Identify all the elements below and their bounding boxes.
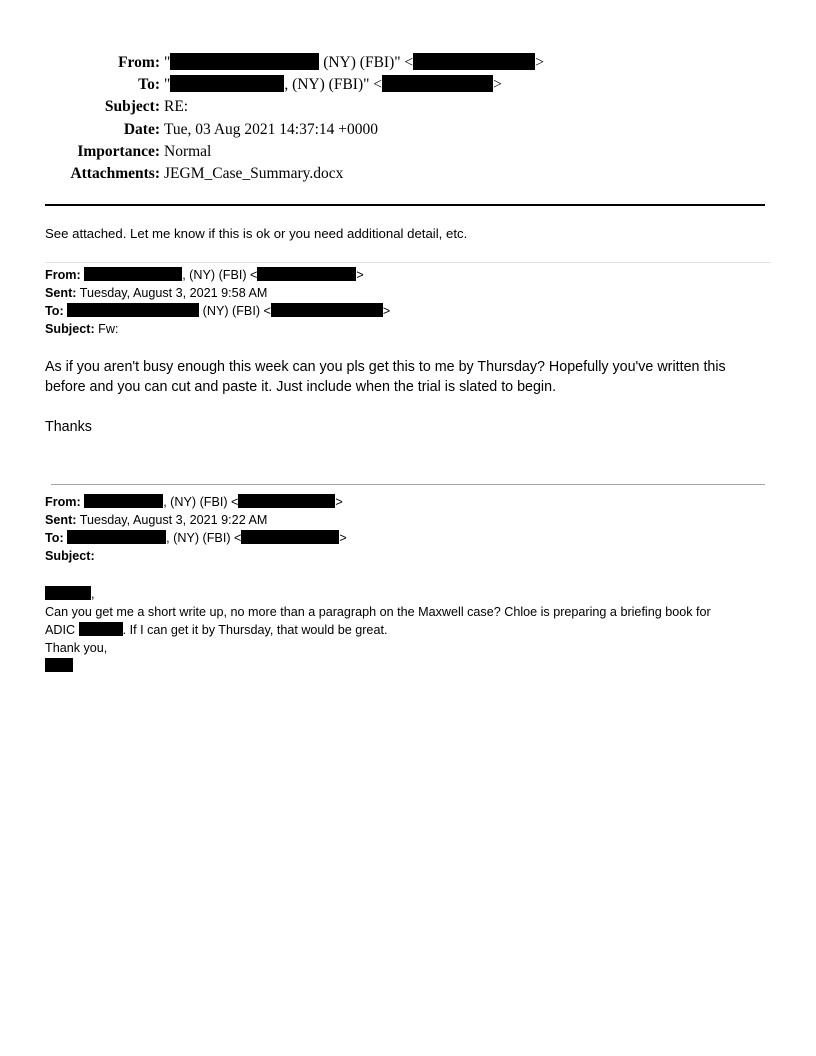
message2-body-line <box>45 621 765 639</box>
header-subject-value: RE: <box>164 98 189 116</box>
header-to-label: To: <box>138 76 160 94</box>
header-subject-label: Subject: <box>104 98 160 116</box>
message2-greeting <box>45 585 765 603</box>
header-divider <box>45 204 765 206</box>
header-date-row <box>0 119 816 141</box>
message1-closing: Thanks <box>45 419 92 435</box>
email-header <box>0 52 816 185</box>
message1-body <box>45 357 765 397</box>
header-date-label: Date: <box>123 120 160 138</box>
message2-body-prefix: ADIC <box>45 623 79 637</box>
message2-body <box>45 585 765 675</box>
message1-sent-label: Sent: <box>45 286 77 300</box>
header-to-row <box>0 74 816 96</box>
header-importance-label: Importance: <box>77 142 160 160</box>
redacted-sender-name <box>170 53 319 70</box>
redacted-email <box>238 494 335 508</box>
message1-sent-row <box>45 284 390 302</box>
header-to-suffix: , (NY) (FBI)" < <box>284 76 383 94</box>
attachment-filename[interactable]: JEGM_Case_Summary.docx <box>164 164 344 182</box>
header-from-open-quote: " <box>164 54 171 71</box>
message1-from-close: > <box>356 268 364 282</box>
header-attachments-row <box>0 163 816 185</box>
reply-text: See attached. Let me know if this is ok or you need additional detail, etc. <box>45 226 468 241</box>
message1-subject-value: Fw: <box>94 322 119 336</box>
message2-subject-row <box>45 547 347 565</box>
redacted-name <box>45 586 91 600</box>
message2-to-mid: , (NY) (FBI) < <box>166 531 242 545</box>
message1-to-label: To: <box>45 304 64 318</box>
redacted-name <box>79 622 123 636</box>
message2-to-label: To: <box>45 531 64 545</box>
message2-meta <box>45 493 347 565</box>
message1-from-label: From: <box>45 268 81 282</box>
message2-from-close: > <box>335 495 343 509</box>
redacted-name <box>67 303 199 317</box>
message1-subject-row <box>45 320 390 338</box>
header-subject-row <box>0 96 816 118</box>
redacted-email <box>257 267 356 281</box>
header-from-label: From: <box>118 54 160 71</box>
redacted-name <box>67 530 166 544</box>
message2-sent-label: Sent: <box>45 513 77 527</box>
message2-to-close: > <box>339 531 347 545</box>
redacted-recipient-name <box>170 75 284 92</box>
message2-to-row <box>45 529 347 547</box>
message2-body-line: Can you get me a short write up, no more than a paragraph on the Maxwell case? Chloe is preparing a briefing book for <box>45 605 711 619</box>
header-attachments-label: Attachments: <box>70 164 160 182</box>
redacted-email <box>271 303 383 317</box>
redacted-signature <box>45 658 73 672</box>
header-from-row <box>0 52 816 74</box>
message2-from-label: From: <box>45 495 81 509</box>
message1-to-mid: (NY) (FBI) < <box>199 304 271 318</box>
message1-sent-value: Tuesday, August 3, 2021 9:58 AM <box>76 286 268 300</box>
message2-body-suffix: . If I can get it by Thursday, that would be great. <box>122 623 388 637</box>
message2-greeting-suffix: , <box>91 587 95 601</box>
message1-meta <box>45 266 390 338</box>
redacted-name <box>84 267 182 281</box>
message2-sent-row <box>45 511 347 529</box>
message1-body-line: As if you aren't busy enough this week can you pls get this to me by Thursday? Hopefully you've written this <box>45 359 726 375</box>
header-from-suffix: (NY) (FBI)" < <box>319 54 414 71</box>
message1-body-line: before and you can cut and paste it. Just include when the trial is slated to begin. <box>45 379 557 395</box>
redacted-sender-email <box>413 53 535 70</box>
message2-subject-label: Subject: <box>45 549 95 563</box>
header-importance-row <box>0 141 816 163</box>
redacted-email <box>241 530 339 544</box>
message1-to-close: > <box>382 304 391 318</box>
message2-from-row <box>45 493 347 511</box>
header-to-open-quote: " <box>164 76 171 94</box>
message2-closing: Thank you, <box>45 641 108 655</box>
message2-from-mid: , (NY) (FBI) < <box>163 495 239 509</box>
header-importance-value: Normal <box>164 142 212 160</box>
header-from-close: > <box>535 54 544 71</box>
message-divider <box>45 262 771 263</box>
header-date-value: Tue, 03 Aug 2021 14:37:14 +0000 <box>164 120 378 138</box>
redacted-name <box>84 494 163 508</box>
message1-to-row <box>45 302 390 320</box>
message2-signature <box>45 657 765 675</box>
message1-from-row <box>45 266 390 284</box>
redacted-recipient-email <box>382 75 493 92</box>
message-divider <box>51 484 765 485</box>
message1-from-mid: , (NY) (FBI) < <box>182 268 258 282</box>
message2-sent-value: Tuesday, August 3, 2021 9:22 AM <box>76 513 268 527</box>
message1-subject-label: Subject: <box>45 322 95 336</box>
header-to-close: > <box>493 76 502 94</box>
